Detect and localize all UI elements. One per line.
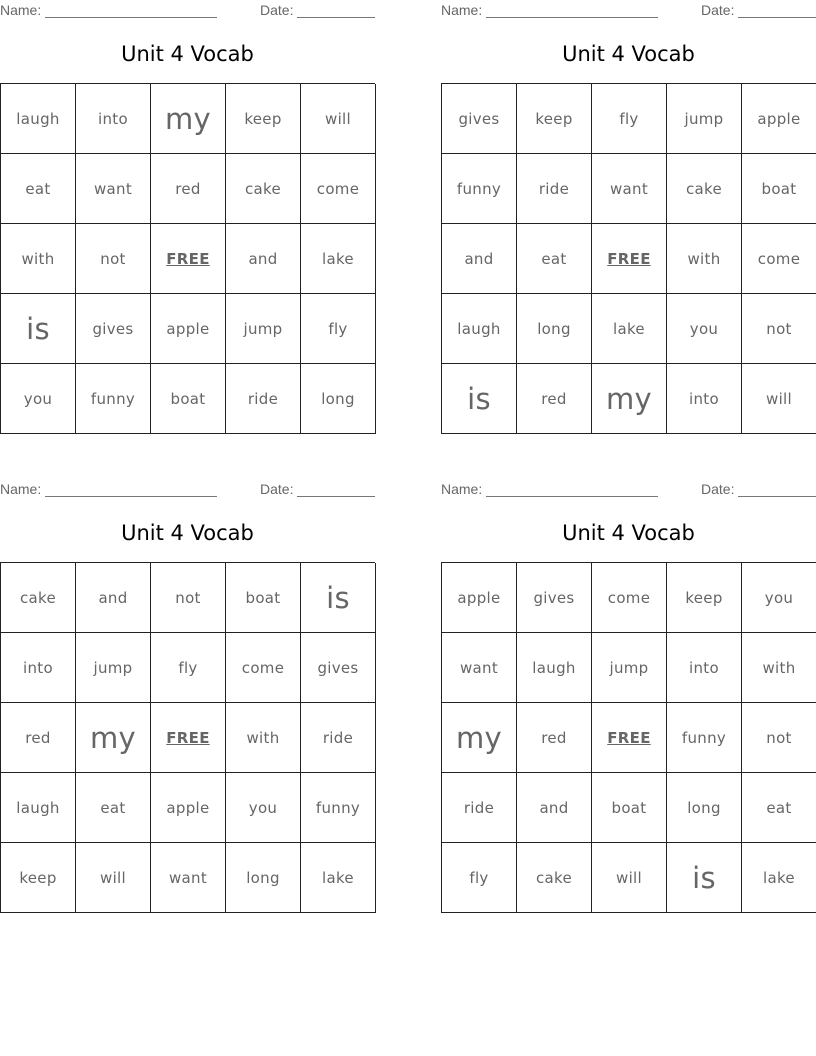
bingo-cell: fly [442, 843, 517, 913]
bingo-cell: jump [592, 633, 667, 703]
bingo-cell: my [151, 84, 226, 154]
bingo-cell: is [301, 563, 376, 633]
bingo-cell: come [592, 563, 667, 633]
bingo-cell: eat [76, 773, 151, 843]
bingo-cell: you [226, 773, 301, 843]
bingo-cell: keep [1, 843, 76, 913]
bingo-cell: jump [76, 633, 151, 703]
bingo-cell: you [667, 294, 742, 364]
bingo-cell: not [76, 224, 151, 294]
name-label: Name: [441, 481, 483, 497]
date-label: Date: [260, 2, 294, 18]
bingo-cell: red [517, 364, 592, 434]
bingo-cell: lake [592, 294, 667, 364]
free-space-cell: FREE [592, 224, 667, 294]
name-blank-line [486, 17, 658, 18]
bingo-cell: jump [226, 294, 301, 364]
bingo-cell: want [76, 154, 151, 224]
bingo-cell: cake [1, 563, 76, 633]
date-label: Date: [260, 481, 294, 497]
bingo-cell: ride [301, 703, 376, 773]
bingo-cell: gives [76, 294, 151, 364]
card-header [0, 0, 375, 22]
bingo-cell: laugh [1, 84, 76, 154]
bingo-cell: not [151, 563, 226, 633]
bingo-cell: eat [517, 224, 592, 294]
name-label: Name: [441, 2, 483, 18]
free-space-cell: FREE [592, 703, 667, 773]
bingo-cell: eat [1, 154, 76, 224]
name-blank-line [486, 496, 658, 497]
date-blank-line [738, 496, 816, 497]
bingo-cell: ride [442, 773, 517, 843]
bingo-cell: is [1, 294, 76, 364]
card-header [0, 479, 375, 501]
bingo-cell: come [742, 224, 816, 294]
bingo-cell: boat [226, 563, 301, 633]
bingo-cell: apple [442, 563, 517, 633]
bingo-cell: funny [442, 154, 517, 224]
bingo-cell: and [442, 224, 517, 294]
bingo-grid [0, 83, 375, 434]
bingo-cell: want [151, 843, 226, 913]
bingo-cell: gives [442, 84, 517, 154]
bingo-cell: funny [301, 773, 376, 843]
bingo-cell: long [517, 294, 592, 364]
bingo-cell: eat [742, 773, 816, 843]
date-label: Date: [701, 481, 735, 497]
bingo-cell: funny [667, 703, 742, 773]
bingo-cell: apple [151, 773, 226, 843]
bingo-cell: into [76, 84, 151, 154]
bingo-cell: boat [151, 364, 226, 434]
bingo-cell: keep [226, 84, 301, 154]
bingo-cell: fly [592, 84, 667, 154]
bingo-cell: will [742, 364, 816, 434]
bingo-cell: want [442, 633, 517, 703]
bingo-cell: red [1, 703, 76, 773]
name-blank-line [45, 17, 217, 18]
card-title: Unit 4 Vocab [562, 42, 695, 66]
bingo-card-1 [0, 0, 375, 408]
bingo-cell: laugh [1, 773, 76, 843]
bingo-cell: and [517, 773, 592, 843]
bingo-cell: with [1, 224, 76, 294]
bingo-cell: red [151, 154, 226, 224]
bingo-cell: boat [742, 154, 816, 224]
bingo-cell: want [592, 154, 667, 224]
bingo-cell: gives [517, 563, 592, 633]
bingo-cell: lake [742, 843, 816, 913]
bingo-cell: boat [592, 773, 667, 843]
bingo-cell: long [301, 364, 376, 434]
bingo-cell: gives [301, 633, 376, 703]
bingo-grid [441, 562, 816, 913]
date-blank-line [297, 496, 375, 497]
date-label: Date: [701, 2, 735, 18]
bingo-cell: apple [151, 294, 226, 364]
card-title: Unit 4 Vocab [121, 42, 254, 66]
bingo-cell: into [1, 633, 76, 703]
free-space-cell: FREE [151, 703, 226, 773]
bingo-cell: will [301, 84, 376, 154]
bingo-cell: my [76, 703, 151, 773]
bingo-cell: fly [151, 633, 226, 703]
bingo-cell: into [667, 364, 742, 434]
bingo-cell: keep [517, 84, 592, 154]
bingo-cell: laugh [517, 633, 592, 703]
bingo-cell: come [301, 154, 376, 224]
card-header [441, 479, 816, 501]
bingo-cell: with [667, 224, 742, 294]
bingo-cell: is [442, 364, 517, 434]
bingo-grid [441, 83, 816, 434]
bingo-cell: my [442, 703, 517, 773]
bingo-cell: will [76, 843, 151, 913]
bingo-card-4 [441, 479, 816, 895]
bingo-cell: lake [301, 224, 376, 294]
bingo-cell: cake [667, 154, 742, 224]
bingo-cell: is [667, 843, 742, 913]
card-title: Unit 4 Vocab [121, 521, 254, 545]
bingo-cell: will [592, 843, 667, 913]
bingo-cell: come [226, 633, 301, 703]
bingo-cell: you [1, 364, 76, 434]
free-space-cell: FREE [151, 224, 226, 294]
name-label: Name: [0, 481, 42, 497]
bingo-cell: long [226, 843, 301, 913]
bingo-grid [0, 562, 375, 913]
name-blank-line [45, 496, 217, 497]
bingo-cell: into [667, 633, 742, 703]
bingo-cell: you [742, 563, 816, 633]
bingo-cell: keep [667, 563, 742, 633]
bingo-cell: cake [226, 154, 301, 224]
date-blank-line [738, 17, 816, 18]
bingo-cell: not [742, 294, 816, 364]
bingo-cell: my [592, 364, 667, 434]
bingo-card-2 [441, 0, 816, 416]
bingo-cell: lake [301, 843, 376, 913]
bingo-card-3 [0, 479, 375, 887]
bingo-cell: laugh [442, 294, 517, 364]
bingo-cell: with [226, 703, 301, 773]
bingo-cell: and [76, 563, 151, 633]
bingo-cell: with [742, 633, 816, 703]
bingo-cell: cake [517, 843, 592, 913]
bingo-cell: and [226, 224, 301, 294]
card-title: Unit 4 Vocab [562, 521, 695, 545]
bingo-cell: fly [301, 294, 376, 364]
date-blank-line [297, 17, 375, 18]
bingo-cell: jump [667, 84, 742, 154]
bingo-cell: funny [76, 364, 151, 434]
card-header [441, 0, 816, 22]
name-label: Name: [0, 2, 42, 18]
bingo-cell: apple [742, 84, 816, 154]
bingo-cell: not [742, 703, 816, 773]
bingo-cell: long [667, 773, 742, 843]
bingo-cell: ride [517, 154, 592, 224]
bingo-cell: ride [226, 364, 301, 434]
bingo-cell: red [517, 703, 592, 773]
